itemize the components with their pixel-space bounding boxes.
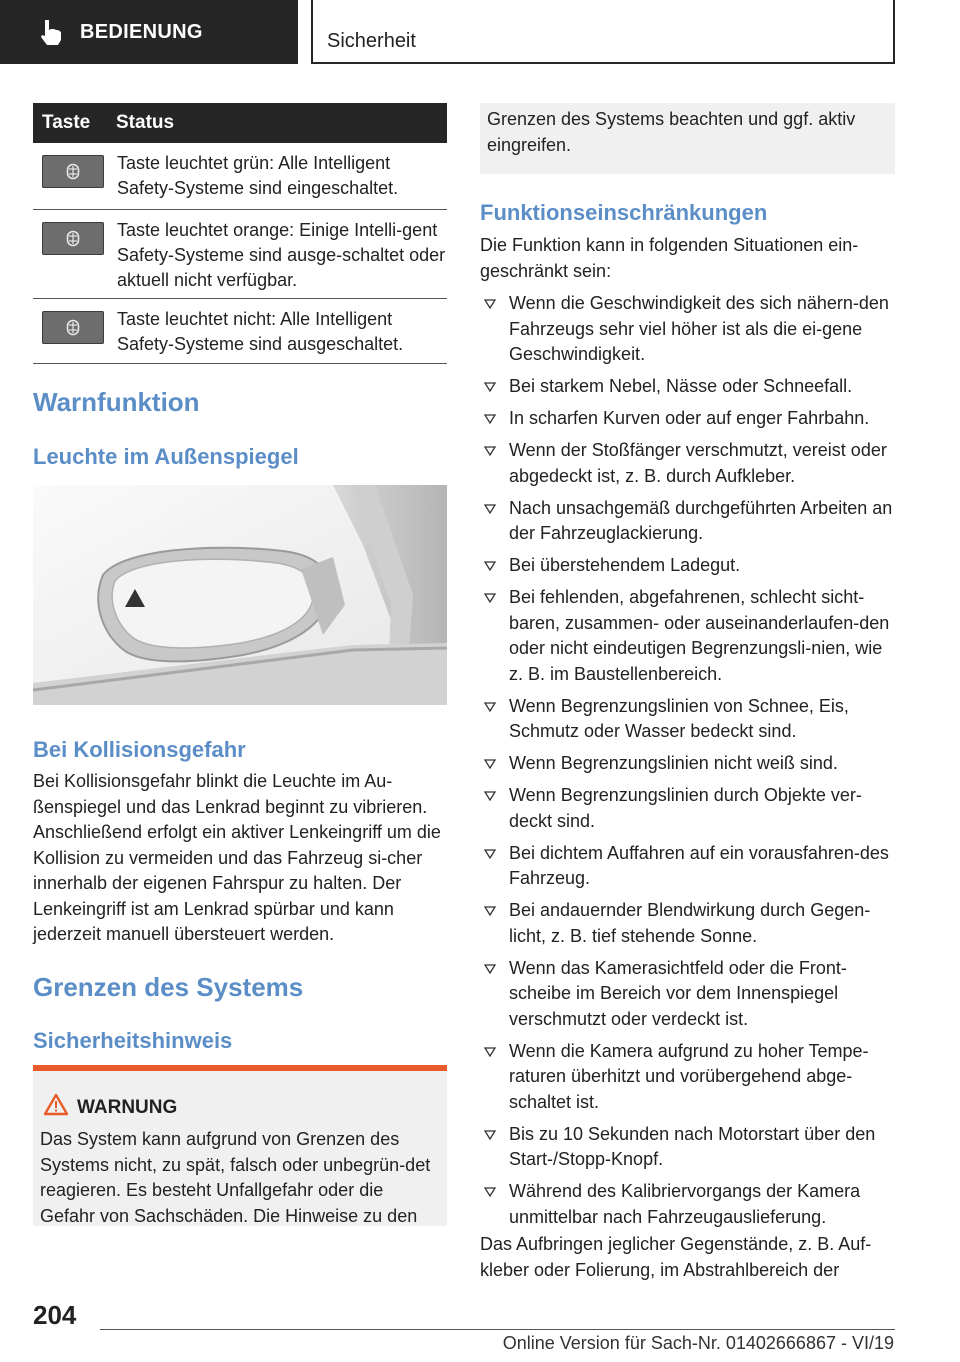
kollision-paragraph: Bei Kollisionsgefahr blinkt die Leuchte im Au-ßenspiegel und das Lenkrad beginnt zu vibrieren. Anschließend erfolgt ein aktiver Lenkeingriff um die Kollision zu vermeiden und das Fahrzeug si-cher innerhalb der eigenen Fahrspur zu halten. Der Lenkeingriff ist am Lenkrad spürbar und kann jederzeit manuell übersteuert werden. bbox=[33, 771, 441, 944]
list-item-text: Während des Kalibriervorgangs der Kamera unmittelbar nach Fahrzeugauslieferung. bbox=[509, 1181, 861, 1227]
triangle-bullet-icon bbox=[484, 299, 496, 309]
list-item-text: Wenn der Stoßfänger verschmutzt, vereist oder abgedeckt ist, z. B. durch Aufkleber. bbox=[509, 440, 887, 486]
warning-title: WARNUNG bbox=[77, 1097, 178, 1118]
section-tab bbox=[0, 0, 298, 64]
outro-paragraph: Das Aufbringen jeglicher Gegenstände, z. B. Auf-kleber oder Folierung, im Abstrahlbereich der bbox=[480, 1234, 872, 1280]
list-item bbox=[480, 1039, 896, 1116]
triangle-bullet-icon bbox=[484, 414, 496, 424]
list-item bbox=[480, 585, 896, 687]
status-text: Taste leuchtet orange: Einige Intelli-gent Safety-Systeme sind ausge-schaltet oder aktuell nicht verfügbar. bbox=[117, 220, 446, 290]
list-item-text: In scharfen Kurven oder auf enger Fahrbahn. bbox=[509, 408, 870, 428]
section-label: BEDIENUNG bbox=[80, 20, 203, 43]
list-item-text: Wenn Begrenzungslinien durch Objekte ver-deckt sind. bbox=[509, 785, 862, 831]
list-item bbox=[480, 1179, 896, 1230]
list-item bbox=[480, 406, 896, 432]
triangle-bullet-icon bbox=[484, 1130, 496, 1140]
page-number: 204 bbox=[33, 1300, 77, 1330]
button-status-table bbox=[33, 103, 447, 364]
column-header-status: Status bbox=[116, 112, 175, 133]
column-header-taste: Taste bbox=[42, 112, 91, 133]
list-item-text: Wenn die Geschwindigkeit des sich nähern-den Fahrzeugs sehr viel höher ist als die ei-gene Geschwindigkeit. bbox=[509, 293, 889, 364]
heading-leuchte-im-aussenspiegel: Leuchte im Außenspiegel bbox=[33, 444, 299, 469]
triangle-bullet-icon bbox=[484, 561, 496, 571]
triangle-bullet-icon bbox=[484, 446, 496, 456]
online-version-text: Online Version für Sach-Nr. 01402666867 - VI/19 bbox=[502, 1333, 894, 1353]
heading-warnfunktion: Warnfunktion bbox=[33, 387, 200, 417]
triangle-bullet-icon bbox=[484, 1047, 496, 1057]
heading-grenzen-des-systems: Grenzen des Systems bbox=[33, 972, 304, 1002]
triangle-bullet-icon bbox=[484, 849, 496, 859]
list-item-text: Wenn die Kamera aufgrund zu hoher Tempe-raturen überhitzt und vorübergehend abge-schaltet ist. bbox=[509, 1040, 869, 1112]
safety-button-icon bbox=[42, 222, 104, 255]
table-row bbox=[33, 299, 447, 364]
list-item bbox=[480, 374, 896, 400]
list-item bbox=[480, 291, 896, 368]
list-item-text: Wenn Begrenzungslinien von Schnee, Eis, Schmutz oder Wasser bedeckt sind. bbox=[509, 695, 849, 741]
list-item-text: Bei dichtem Auffahren auf ein vorausfahren-des Fahrzeug. bbox=[509, 842, 889, 888]
list-item-text: Bei starkem Nebel, Nässe oder Schneefall. bbox=[509, 376, 853, 396]
list-item-text: Bei überstehendem Ladegut. bbox=[509, 555, 741, 575]
hand-touch-icon bbox=[38, 18, 64, 46]
table-row bbox=[33, 210, 447, 299]
list-item bbox=[480, 1122, 896, 1173]
triangle-bullet-icon bbox=[484, 702, 496, 712]
triangle-bullet-icon bbox=[484, 504, 496, 514]
list-item bbox=[480, 694, 896, 745]
warning-triangle-icon bbox=[43, 1093, 69, 1116]
heading-sicherheitshinweis: Sicherheitshinweis bbox=[33, 1028, 233, 1053]
table-row bbox=[33, 143, 447, 210]
triangle-bullet-icon bbox=[484, 593, 496, 603]
list-item bbox=[480, 438, 896, 489]
chapter-tab bbox=[311, 0, 895, 64]
footer-divider bbox=[100, 1329, 895, 1330]
status-text: Taste leuchtet nicht: Alle Intelligent Safety-Systeme sind ausgeschaltet. bbox=[117, 309, 404, 354]
list-item-text: Bei fehlenden, abgefahrenen, schlecht sicht-baren, zusammen- oder auseinanderlaufen-den oder nicht eindeutigen Begrenzungsli-nien, wie z. B. im Baustellenbereich. bbox=[509, 587, 890, 684]
triangle-bullet-icon bbox=[484, 906, 496, 916]
warning-box bbox=[33, 1065, 447, 1226]
list-item-text: Wenn Begrenzungslinien nicht weiß sind. bbox=[509, 753, 838, 773]
safety-button-icon bbox=[42, 155, 104, 188]
list-item bbox=[480, 553, 896, 579]
list-item bbox=[480, 956, 896, 1033]
note-text: Grenzen des Systems beachten und ggf. aktiv eingreifen. bbox=[487, 109, 856, 155]
list-item bbox=[480, 751, 896, 777]
list-item-text: Nach unsachgemäß durchgeführten Arbeiten an der Fahrzeuglackierung. bbox=[509, 497, 893, 543]
warning-text: Das System kann aufgrund von Grenzen des Systems nicht, zu spät, falsch oder unbegrün-det reagieren. Es besteht Unfallgefahr oder die Gefahr von Sachschäden. Die Hinweise zu den bbox=[40, 1129, 431, 1226]
triangle-bullet-icon bbox=[484, 759, 496, 769]
triangle-bullet-icon bbox=[484, 382, 496, 392]
list-item-text: Bis zu 10 Sekunden nach Motorstart über den Start-/Stopp-Knopf. bbox=[509, 1123, 876, 1169]
list-item bbox=[480, 898, 896, 949]
table-header bbox=[33, 103, 447, 143]
limitations-list bbox=[480, 291, 896, 1237]
list-item-text: Wenn das Kamerasichtfeld oder die Front-scheibe im Bereich vor dem Innenspiegel verschmutzt oder verdeckt ist. bbox=[509, 957, 847, 1029]
list-item bbox=[480, 783, 896, 834]
safety-button-icon bbox=[42, 311, 104, 344]
heading-funktionseinschraenkungen: Funktionseinschränkungen bbox=[480, 200, 768, 225]
list-item bbox=[480, 496, 896, 547]
triangle-bullet-icon bbox=[484, 791, 496, 801]
heading-bei-kollisionsgefahr: Bei Kollisionsgefahr bbox=[33, 737, 246, 762]
chapter-label: Sicherheit bbox=[327, 30, 416, 52]
triangle-bullet-icon bbox=[484, 964, 496, 974]
list-item bbox=[480, 841, 896, 892]
side-mirror-illustration bbox=[33, 485, 447, 705]
intro-paragraph: Die Funktion kann in folgenden Situationen ein-geschränkt sein: bbox=[480, 235, 859, 281]
status-text: Taste leuchtet grün: Alle Intelligent Safety-Systeme sind eingeschaltet. bbox=[117, 153, 399, 198]
triangle-bullet-icon bbox=[484, 1187, 496, 1197]
list-item-text: Bei andauernder Blendwirkung durch Gegen-licht, z. B. tief stehende Sonne. bbox=[509, 900, 871, 946]
continued-note-box bbox=[480, 103, 895, 174]
